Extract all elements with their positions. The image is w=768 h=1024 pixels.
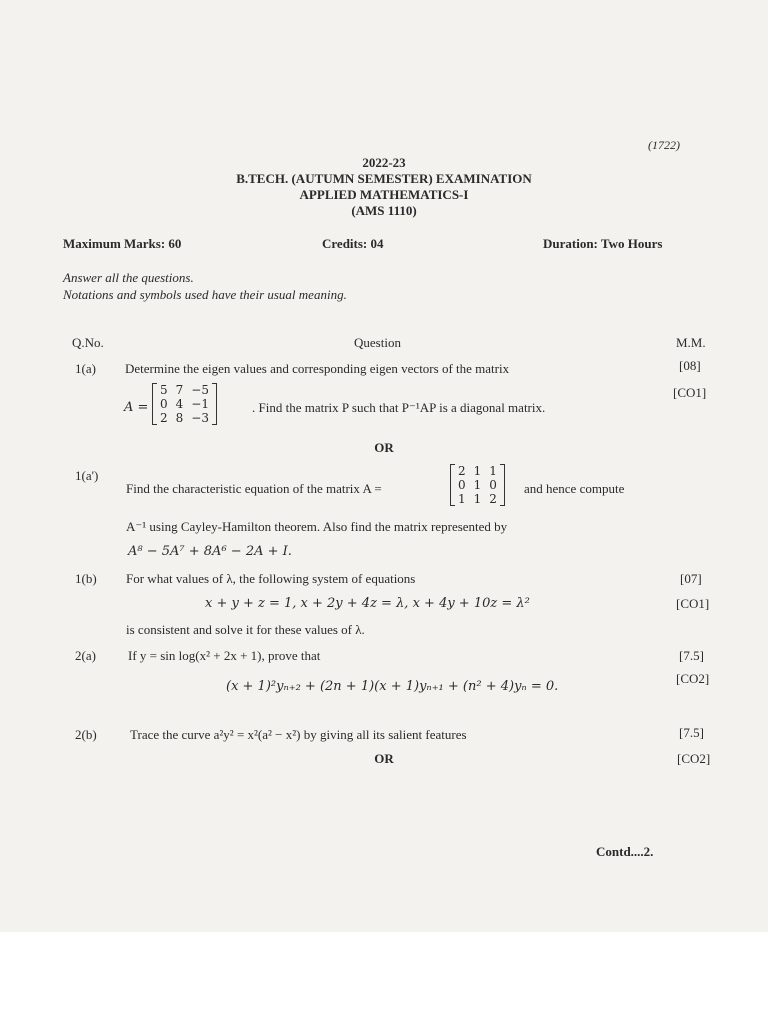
max-marks: Maximum Marks: 60 (63, 236, 182, 251)
paper-code: (1722) (648, 138, 680, 152)
matrix-cell: 5 (160, 383, 168, 397)
q1a-alt-text-after: and hence compute (524, 481, 625, 496)
instruction-1: Answer all the questions. (63, 270, 194, 285)
q1b-number: 1(b) (75, 571, 97, 586)
matrix-row (156, 383, 213, 397)
matrix-cell: 1 (473, 478, 482, 492)
q1b-text: For what values of λ, the following system of equations (126, 571, 416, 586)
exam-year: 2022-23 (362, 155, 406, 170)
continued-note: Contd....2. (596, 844, 654, 859)
matrix-row (454, 464, 501, 478)
or-separator-2: OR (374, 751, 394, 766)
q2b-co: [CO2] (677, 751, 711, 766)
column-marks: M.M. (676, 335, 706, 350)
q1a-alt-number: 1(a') (75, 468, 99, 483)
column-question: Question (354, 335, 401, 350)
matrix-cell: −1 (191, 397, 209, 411)
q1b-co: [CO1] (676, 596, 710, 611)
matrix-cell: 1 (458, 492, 466, 506)
q2a-text: If y = sin log(x² + 2x + 1), prove that (128, 648, 321, 663)
matrix-row (156, 397, 213, 411)
matrix-row (454, 478, 501, 492)
q1b-line-3: is consistent and solve it for these values of λ. (126, 622, 365, 637)
q2a-co: [CO2] (676, 671, 710, 686)
matrix-cell: 4 (175, 397, 184, 411)
matrix-cell: 0 (489, 478, 497, 492)
q2a-marks: [7.5] (679, 648, 704, 663)
exam-title: B.TECH. (AUTUMN SEMESTER) EXAMINATION (236, 171, 532, 186)
matrix-cell: 8 (175, 411, 184, 425)
matrix-cell: 2 (458, 464, 466, 478)
q2b-marks: [7.5] (679, 725, 704, 740)
credits: Credits: 04 (322, 236, 384, 251)
q1a-matrix (152, 383, 217, 425)
q2a-number: 2(a) (75, 648, 96, 663)
duration: Duration: Two Hours (543, 236, 663, 251)
column-qno: Q.No. (72, 335, 104, 350)
q1a-alt-matrix (450, 464, 505, 506)
matrix-cell: 1 (473, 464, 482, 478)
matrix-cell: 7 (175, 383, 184, 397)
q1a-alt-text: Find the characteristic equation of the matrix A = (126, 481, 382, 496)
q1a-co: [CO1] (673, 385, 707, 400)
matrix-cell: 0 (458, 478, 466, 492)
matrix-row (156, 411, 213, 425)
matrix-cell: −5 (191, 383, 209, 397)
q1b-equations: x + y + z = 1, x + 2y + 4z = λ, x + 4y + 10z = λ² (205, 596, 530, 611)
or-separator-1: OR (374, 440, 394, 455)
matrix-row (454, 492, 501, 506)
q1a-lhs: A = (124, 400, 149, 415)
q1b-marks: [07] (680, 571, 702, 586)
matrix-cell: 1 (489, 464, 497, 478)
matrix-cell: 1 (473, 492, 482, 506)
q1a-text-2: . Find the matrix P such that P⁻¹AP is a diagonal matrix. (252, 400, 546, 415)
q1a-marks: [08] (679, 358, 701, 373)
q2a-equation: (x + 1)²yₙ₊₂ + (2n + 1)(x + 1)yₙ₊₁ + (n² + 4)yₙ = 0. (226, 679, 559, 694)
q2b-number: 2(b) (75, 727, 97, 742)
q1a-number: 1(a) (75, 361, 96, 376)
q1a-text: Determine the eigen values and corresponding eigen vectors of the matrix (125, 361, 510, 376)
matrix-cell: 2 (160, 411, 168, 425)
subject-title: APPLIED MATHEMATICS-I (299, 187, 469, 202)
matrix-cell: 0 (160, 397, 168, 411)
instruction-2: Notations and symbols used have their usual meaning. (63, 287, 347, 302)
matrix-cell: −3 (191, 411, 209, 425)
q2b-text: Trace the curve a²y² = x²(a² − x²) by giving all its salient features (130, 727, 467, 742)
q1a-alt-line-3: A⁸ − 5A⁷ + 8A⁶ − 2A + I. (128, 544, 292, 559)
q1a-alt-line-2: A⁻¹ using Cayley-Hamilton theorem. Also find the matrix represented by (126, 519, 508, 534)
course-code: (AMS 1110) (351, 203, 417, 218)
matrix-cell: 2 (489, 492, 497, 506)
